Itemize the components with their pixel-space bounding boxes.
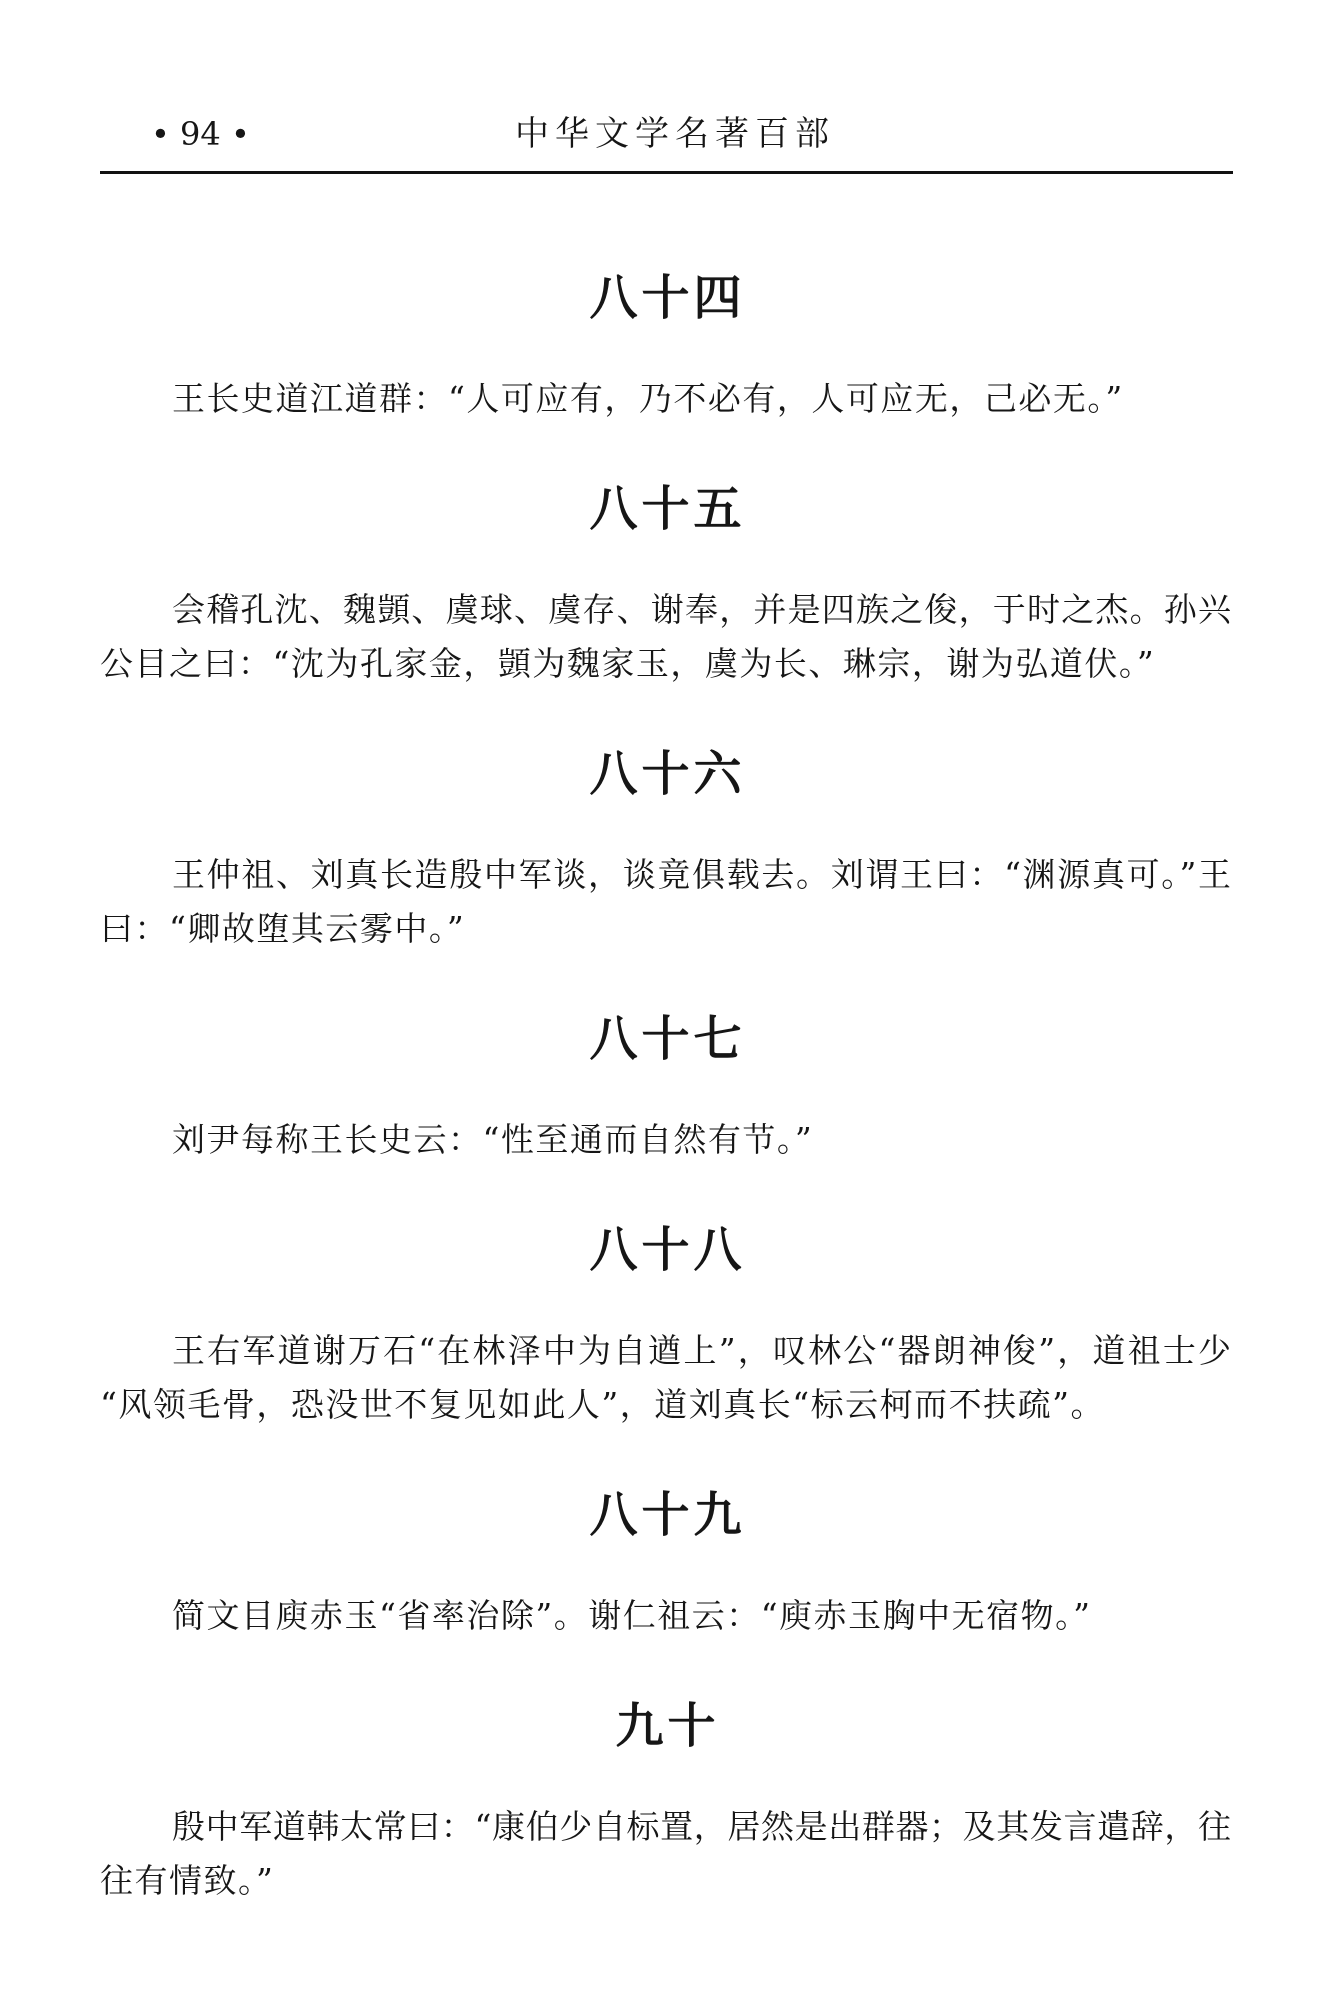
text-line: “风领毛骨，恐没世不复见如此人”，道刘真长“标云柯而不扶疏”。	[100, 1385, 1105, 1424]
section-86	[100, 744, 1231, 956]
text-line: 殷中军道韩太常曰：“康伯少自标置，居然是出群器；及其发言遣辞，往	[172, 1807, 1231, 1846]
section-heading: 八十九	[589, 1487, 746, 1543]
section-90	[100, 1696, 1231, 1908]
section-85	[100, 479, 1231, 691]
section-84	[100, 268, 1231, 426]
paragraph	[100, 1589, 1231, 1643]
section-89	[100, 1485, 1231, 1643]
header-rule	[100, 171, 1233, 174]
section-heading: 八十四	[589, 270, 746, 326]
paragraph	[100, 583, 1231, 691]
paragraph	[100, 1324, 1231, 1432]
text-line: 王长史道江道群：“人可应有，乃不必有，人可应无，己必无。”	[172, 379, 1124, 418]
text-line: 刘尹每称王长史云：“性至通而自然有节。”	[172, 1120, 814, 1159]
section-heading: 九十	[615, 1698, 720, 1754]
page-body	[100, 268, 1231, 1961]
section-87	[100, 1009, 1231, 1167]
section-heading: 八十七	[589, 1011, 746, 1067]
text-line: 王仲祖、刘真长造殷中军谈，谈竟俱载去。刘谓王曰：“渊源真可。”王	[172, 855, 1231, 894]
section-heading: 八十六	[589, 746, 746, 802]
text-line: 王右军道谢万石“在林泽中为自遒上”，叹林公“器朗神俊”，道祖士少	[172, 1331, 1231, 1370]
text-line: 简文目庾赤玉“省率治除”。谢仁祖云：“庾赤玉胸中无宿物。”	[172, 1596, 1092, 1635]
section-heading: 八十八	[589, 1222, 746, 1278]
paragraph	[100, 848, 1231, 956]
paragraph	[100, 1113, 1231, 1167]
text-line: 往有情致。”	[100, 1861, 275, 1900]
book-title: 中华文学名著百部	[515, 114, 835, 154]
section-heading: 八十五	[589, 481, 746, 537]
paragraph	[100, 1800, 1231, 1908]
section-88	[100, 1220, 1231, 1432]
paragraph	[100, 372, 1231, 426]
text-line: 公目之曰：“沈为孔家金，顗为魏家玉，虞为长、琳宗，谢为弘道伏。”	[100, 644, 1156, 683]
text-line: 会稽孔沈、魏顗、虞球、虞存、谢奉，并是四族之俊，于时之杰。孙兴	[172, 590, 1231, 629]
text-line: 曰：“卿故堕其云雾中。”	[100, 909, 466, 948]
page-number: • 94 •	[151, 115, 250, 153]
